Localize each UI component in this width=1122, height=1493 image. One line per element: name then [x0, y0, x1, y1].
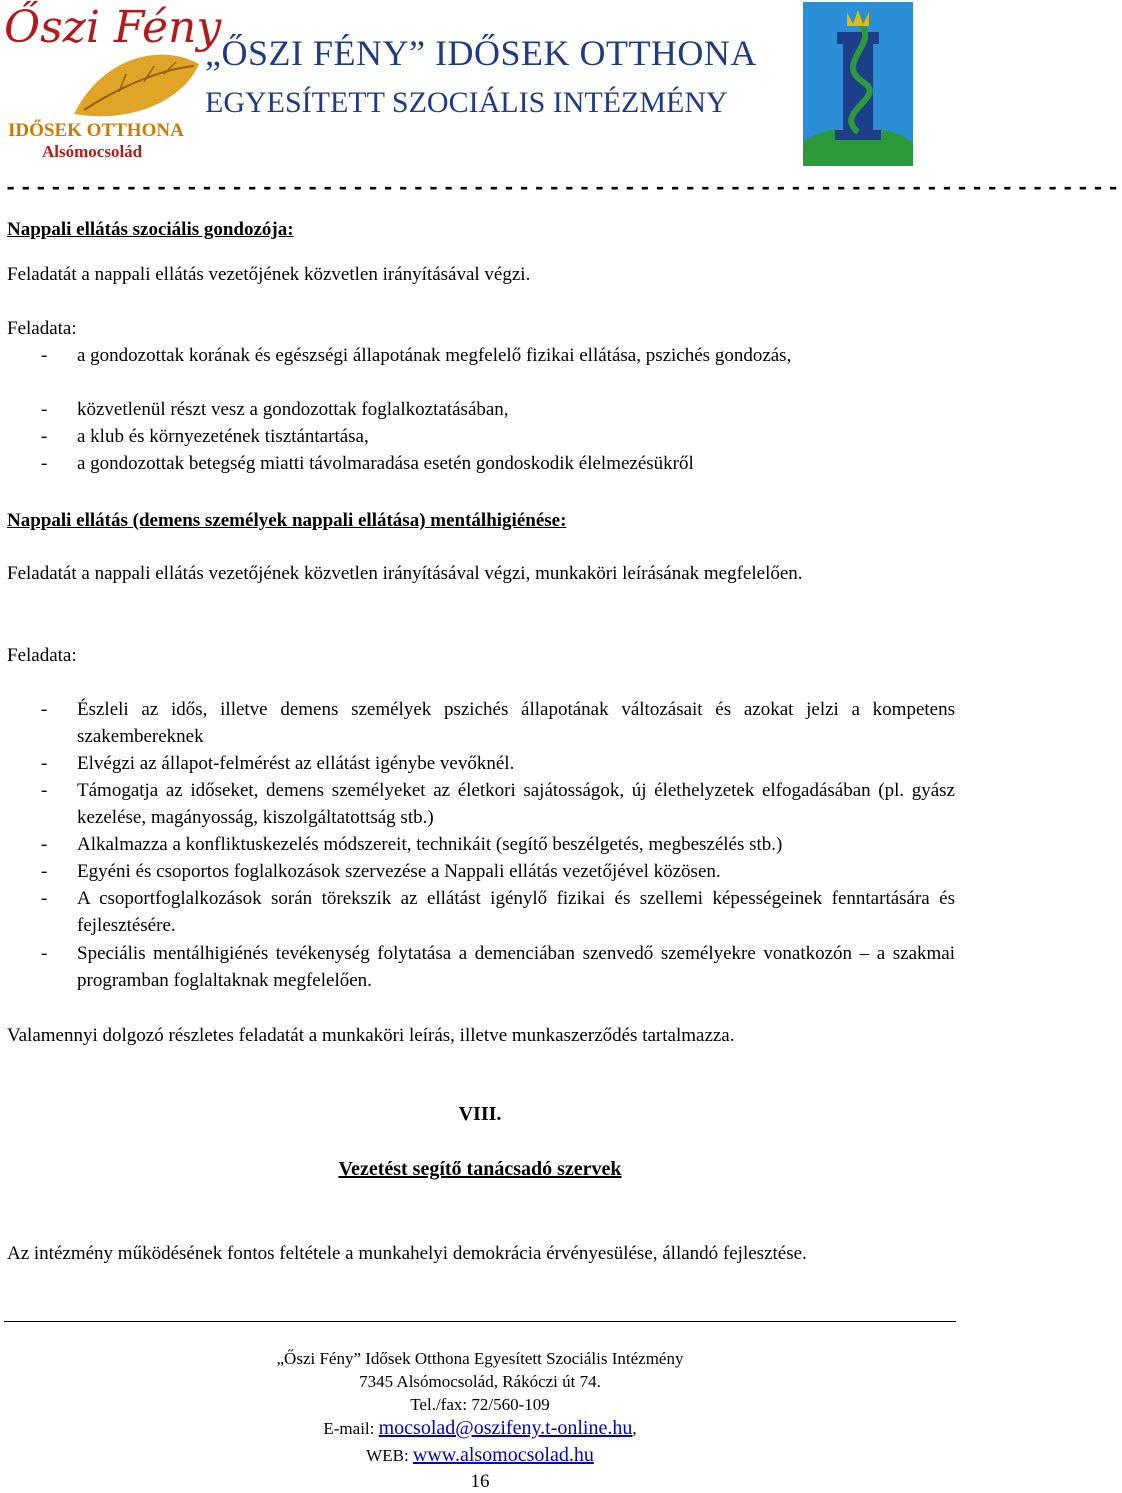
org-title: „ŐSZI FÉNY” IDŐSEK OTTHONA — [205, 33, 757, 73]
list-dash: - — [41, 399, 48, 420]
list-item-text: közvetlenül részt vesz a gondozottak foglalkoztatásában, — [77, 399, 509, 420]
leaf-graphic — [64, 44, 204, 124]
footer-org: „Őszi Fény” Idősek Otthona Egyesített Szociális Intézmény — [276, 1349, 684, 1368]
list-item-text: A csoportfoglalkozások során törekszik az ellátást igénylő fizikai és szellemi képességeinek fenntartására és fejlesztésére. — [77, 888, 955, 936]
web-label: WEB: — [366, 1446, 413, 1465]
email-suffix: , — [632, 1419, 637, 1438]
list-item-text: Alkalmazza a konfliktuskezelés módszereit, technikáit (segítő beszélgetés, megbeszélés stb.) — [77, 834, 783, 855]
logo-oszi-feny — [4, 2, 222, 162]
list-item — [7, 831, 955, 858]
footer-divider — [4, 1321, 956, 1322]
closing-paragraph: Valamennyi dolgozó részletes feladatát a munkaköri leírás, illetve munkaszerződés tartalmazza. — [7, 1025, 735, 1046]
list-item — [7, 423, 955, 450]
list-item — [7, 696, 955, 750]
list-item — [7, 885, 955, 939]
list-item-text: Speciális mentálhigiénés tevékenység folytatása a demenciában szenvedő személyekre vonatkozón – a szakmai programban foglaltaknak megfelelően. — [77, 943, 955, 991]
list-item-text: Támogatja az időseket, demens személyeket az életkori sajátosságok, új élethelyzetek elfogadásában (pl. gyász kezelése, magányosság, kiszolgáltatottság stb.) — [77, 780, 955, 828]
logo-script-text: Őszi Fény — [4, 2, 222, 53]
list-item — [7, 940, 955, 994]
page-number: 16 — [470, 1471, 490, 1492]
chapter-body: Az intézmény működésének fontos feltétele a munkahelyi demokrácia érvényesülése, állandó fejlesztése. — [7, 1243, 807, 1264]
section-heading-mental-hygiene: Nappali ellátás (demens személyek nappali ellátása) mentálhigiénése: — [7, 510, 567, 531]
list-dash: - — [41, 888, 48, 909]
org-subtitle: EGYESÍTETT SZOCIÁLIS INTÉZMÉNY — [205, 86, 728, 119]
web-link[interactable]: www.alsomocsolad.hu — [412, 1444, 594, 1466]
list-dash: - — [41, 861, 48, 882]
list-dash: - — [41, 834, 48, 855]
logo-location: Alsómocsolád — [42, 142, 143, 161]
list-dash: - — [41, 453, 48, 474]
section-heading-social-carer: Nappali ellátás szociális gondozója: — [7, 219, 294, 240]
list-item-text: a klub és környezetének tisztántartása, — [77, 426, 369, 447]
logo-subtitle: IDŐSEK OTTHONA — [8, 120, 184, 141]
list-item-text: a gondozottak betegség miatti távolmaradása esetén gondoskodik élelmezésükről — [77, 453, 694, 474]
footer-phone: Tel./fax: 72/560-109 — [410, 1395, 550, 1414]
list-item — [7, 450, 955, 477]
list-dash: - — [41, 943, 48, 964]
list-item-text: Egyéni és csoportos foglalkozások szervezése a Nappali ellátás vezetőjével közösen. — [77, 861, 721, 882]
list-item — [7, 858, 955, 885]
chapter-number: VIII. — [458, 1103, 502, 1125]
footer-web-line — [0, 1444, 960, 1467]
section-intro: Feladatát a nappali ellátás vezetőjének közvetlen irányításával végzi. — [7, 264, 531, 285]
email-link[interactable]: mocsolad@oszifeny.t-online.hu — [378, 1417, 633, 1439]
footer-email-line — [0, 1417, 960, 1440]
list-item-text: Észleli az idős, illetve demens személyek pszichés állapotának változásait és azokat jelzi a kompetens szakembereknek — [77, 699, 955, 747]
list-item — [7, 777, 955, 831]
list-item — [7, 396, 955, 423]
tasks-label: Feladata: — [7, 318, 77, 339]
header-separator: -------------------------------------------------------------------------- — [4, 176, 1122, 201]
list-item-text: Elvégzi az állapot-felmérést az ellátást igénybe vevőknél. — [77, 753, 515, 774]
coat-of-arms-icon — [803, 2, 913, 166]
list-dash: - — [41, 345, 48, 366]
list-dash: - — [41, 699, 48, 720]
list-item — [7, 342, 955, 396]
tasks-label: Feladata: — [7, 645, 77, 666]
list-dash: - — [41, 426, 48, 447]
email-label: E-mail: — [323, 1419, 379, 1438]
list-item — [7, 750, 955, 777]
list-dash: - — [41, 780, 48, 801]
section-intro: Feladatát a nappali ellátás vezetőjének közvetlen irányításával végzi, munkaköri leírásának megfelelően. — [7, 563, 803, 584]
chapter-title: Vezetést segítő tanácsadó szervek — [338, 1158, 622, 1180]
list-item-text: a gondozottak korának és egészségi állapotának megfelelő fizikai ellátása, pszichés gondozás, — [77, 345, 792, 366]
footer-address: 7345 Alsómocsolád, Rákóczi út 74. — [359, 1372, 601, 1391]
list-dash: - — [41, 753, 48, 774]
